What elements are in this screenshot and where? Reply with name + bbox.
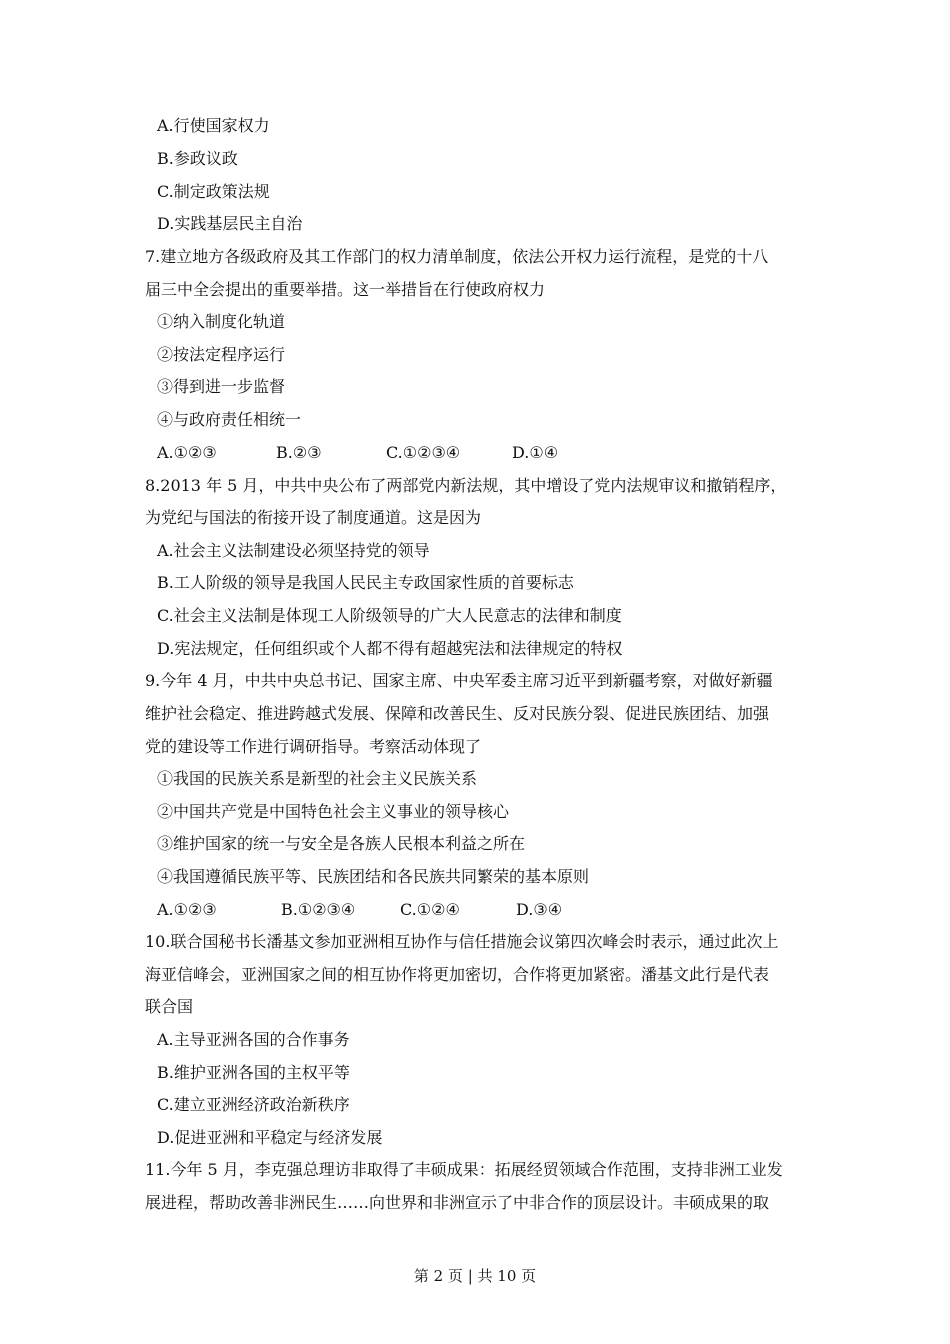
q10-option-a: A.主导亚洲各国的合作事务: [157, 1030, 350, 1049]
q7-item-4: ④与政府责任相统一: [157, 410, 302, 429]
q9-item-2: ②中国共产党是中国特色社会主义事业的领导核心: [157, 802, 510, 821]
q6-option-a: A.行使国家权力: [157, 116, 270, 135]
q9-choice-b: B.①②③④: [281, 900, 356, 919]
q11-stem-line-2: 展进程，帮助改善非洲民生……向世界和非洲宣示了中非合作的顶层设计。丰硕成果的取: [145, 1193, 770, 1212]
q10-stem-line-3: 联合国: [145, 997, 194, 1016]
q7-item-3: ③得到进一步监督: [157, 377, 286, 396]
q7-stem-line-2: 届三中全会提出的重要举措。这一举措旨在行使政府权力: [145, 280, 546, 299]
q8-stem-line-1: 8.2013 年 5 月，中共中央公布了两部党内新法规，其中增设了党内法规审议和撤销程序，: [145, 476, 787, 495]
q7-choice-c: C.①②③④: [386, 443, 461, 462]
q7-choice-b: B.②③: [276, 443, 322, 462]
q6-option-c: C.制定政策法规: [157, 182, 270, 201]
q10-stem-line-2: 海亚信峰会，亚洲国家之间的相互协作将更加密切，合作将更加紧密。潘基文此行是代表: [145, 965, 770, 984]
q10-stem-line-1: 10.联合国秘书长潘基文参加亚洲相互协作与信任措施会议第四次峰会时表示，通过此次上: [145, 932, 779, 951]
q7-stem-line-1: 7.建立地方各级政府及其工作部门的权力清单制度，依法公开权力运行流程，是党的十八: [145, 247, 769, 266]
q10-option-d: D.促进亚洲和平稳定与经济发展: [157, 1128, 383, 1147]
q8-stem-line-2: 为党纪与国法的衔接开设了制度通道。这是因为: [145, 508, 482, 527]
q10-option-b: B.维护亚洲各国的主权平等: [157, 1063, 350, 1082]
q6-option-d: D.实践基层民主自治: [157, 214, 303, 233]
q8-option-b: B.工人阶级的领导是我国人民民主专政国家性质的首要标志: [157, 573, 574, 592]
q10-option-c: C.建立亚洲经济政治新秩序: [157, 1095, 350, 1114]
q9-choice-d: D.③④: [516, 900, 563, 919]
q8-option-a: A.社会主义法制建设必须坚持党的领导: [157, 541, 430, 560]
q11-stem-line-1: 11.今年 5 月，李克强总理访非取得了丰硕成果：拓展经贸领域合作范围，支持非洲工业发: [145, 1160, 783, 1179]
q9-item-3: ③维护国家的统一与安全是各族人民根本利益之所在: [157, 834, 526, 853]
q9-choice-c: C.①②④: [400, 900, 460, 919]
q7-choice-a: A.①②③: [157, 443, 217, 462]
q7-item-1: ①纳入制度化轨道: [157, 312, 286, 331]
q9-stem-line-1: 9.今年 4 月，中共中央总书记、国家主席、中央军委主席习近平到新疆考察，对做好新疆: [145, 671, 773, 690]
q9-item-4: ④我国遵循民族平等、民族团结和各民族共同繁荣的基本原则: [157, 867, 590, 886]
q7-item-2: ②按法定程序运行: [157, 345, 286, 364]
q8-option-d: D.宪法规定，任何组织或个人都不得有超越宪法和法律规定的特权: [157, 639, 623, 658]
q6-option-b: B.参政议政: [157, 149, 238, 168]
q9-stem-line-3: 党的建设等工作进行调研指导。考察活动体现了: [145, 737, 482, 756]
q9-stem-line-2: 维护社会稳定、推进跨越式发展、保障和改善民生、反对民族分裂、促进民族团结、加强: [145, 704, 770, 723]
q7-choice-d: D.①④: [512, 443, 559, 462]
page-footer: 第 2 页 | 共 10 页: [413, 1267, 537, 1285]
q9-item-1: ①我国的民族关系是新型的社会主义民族关系: [157, 769, 478, 788]
q8-option-c: C.社会主义法制是体现工人阶级领导的广大人民意志的法律和制度: [157, 606, 622, 625]
q9-choice-a: A.①②③: [157, 900, 217, 919]
